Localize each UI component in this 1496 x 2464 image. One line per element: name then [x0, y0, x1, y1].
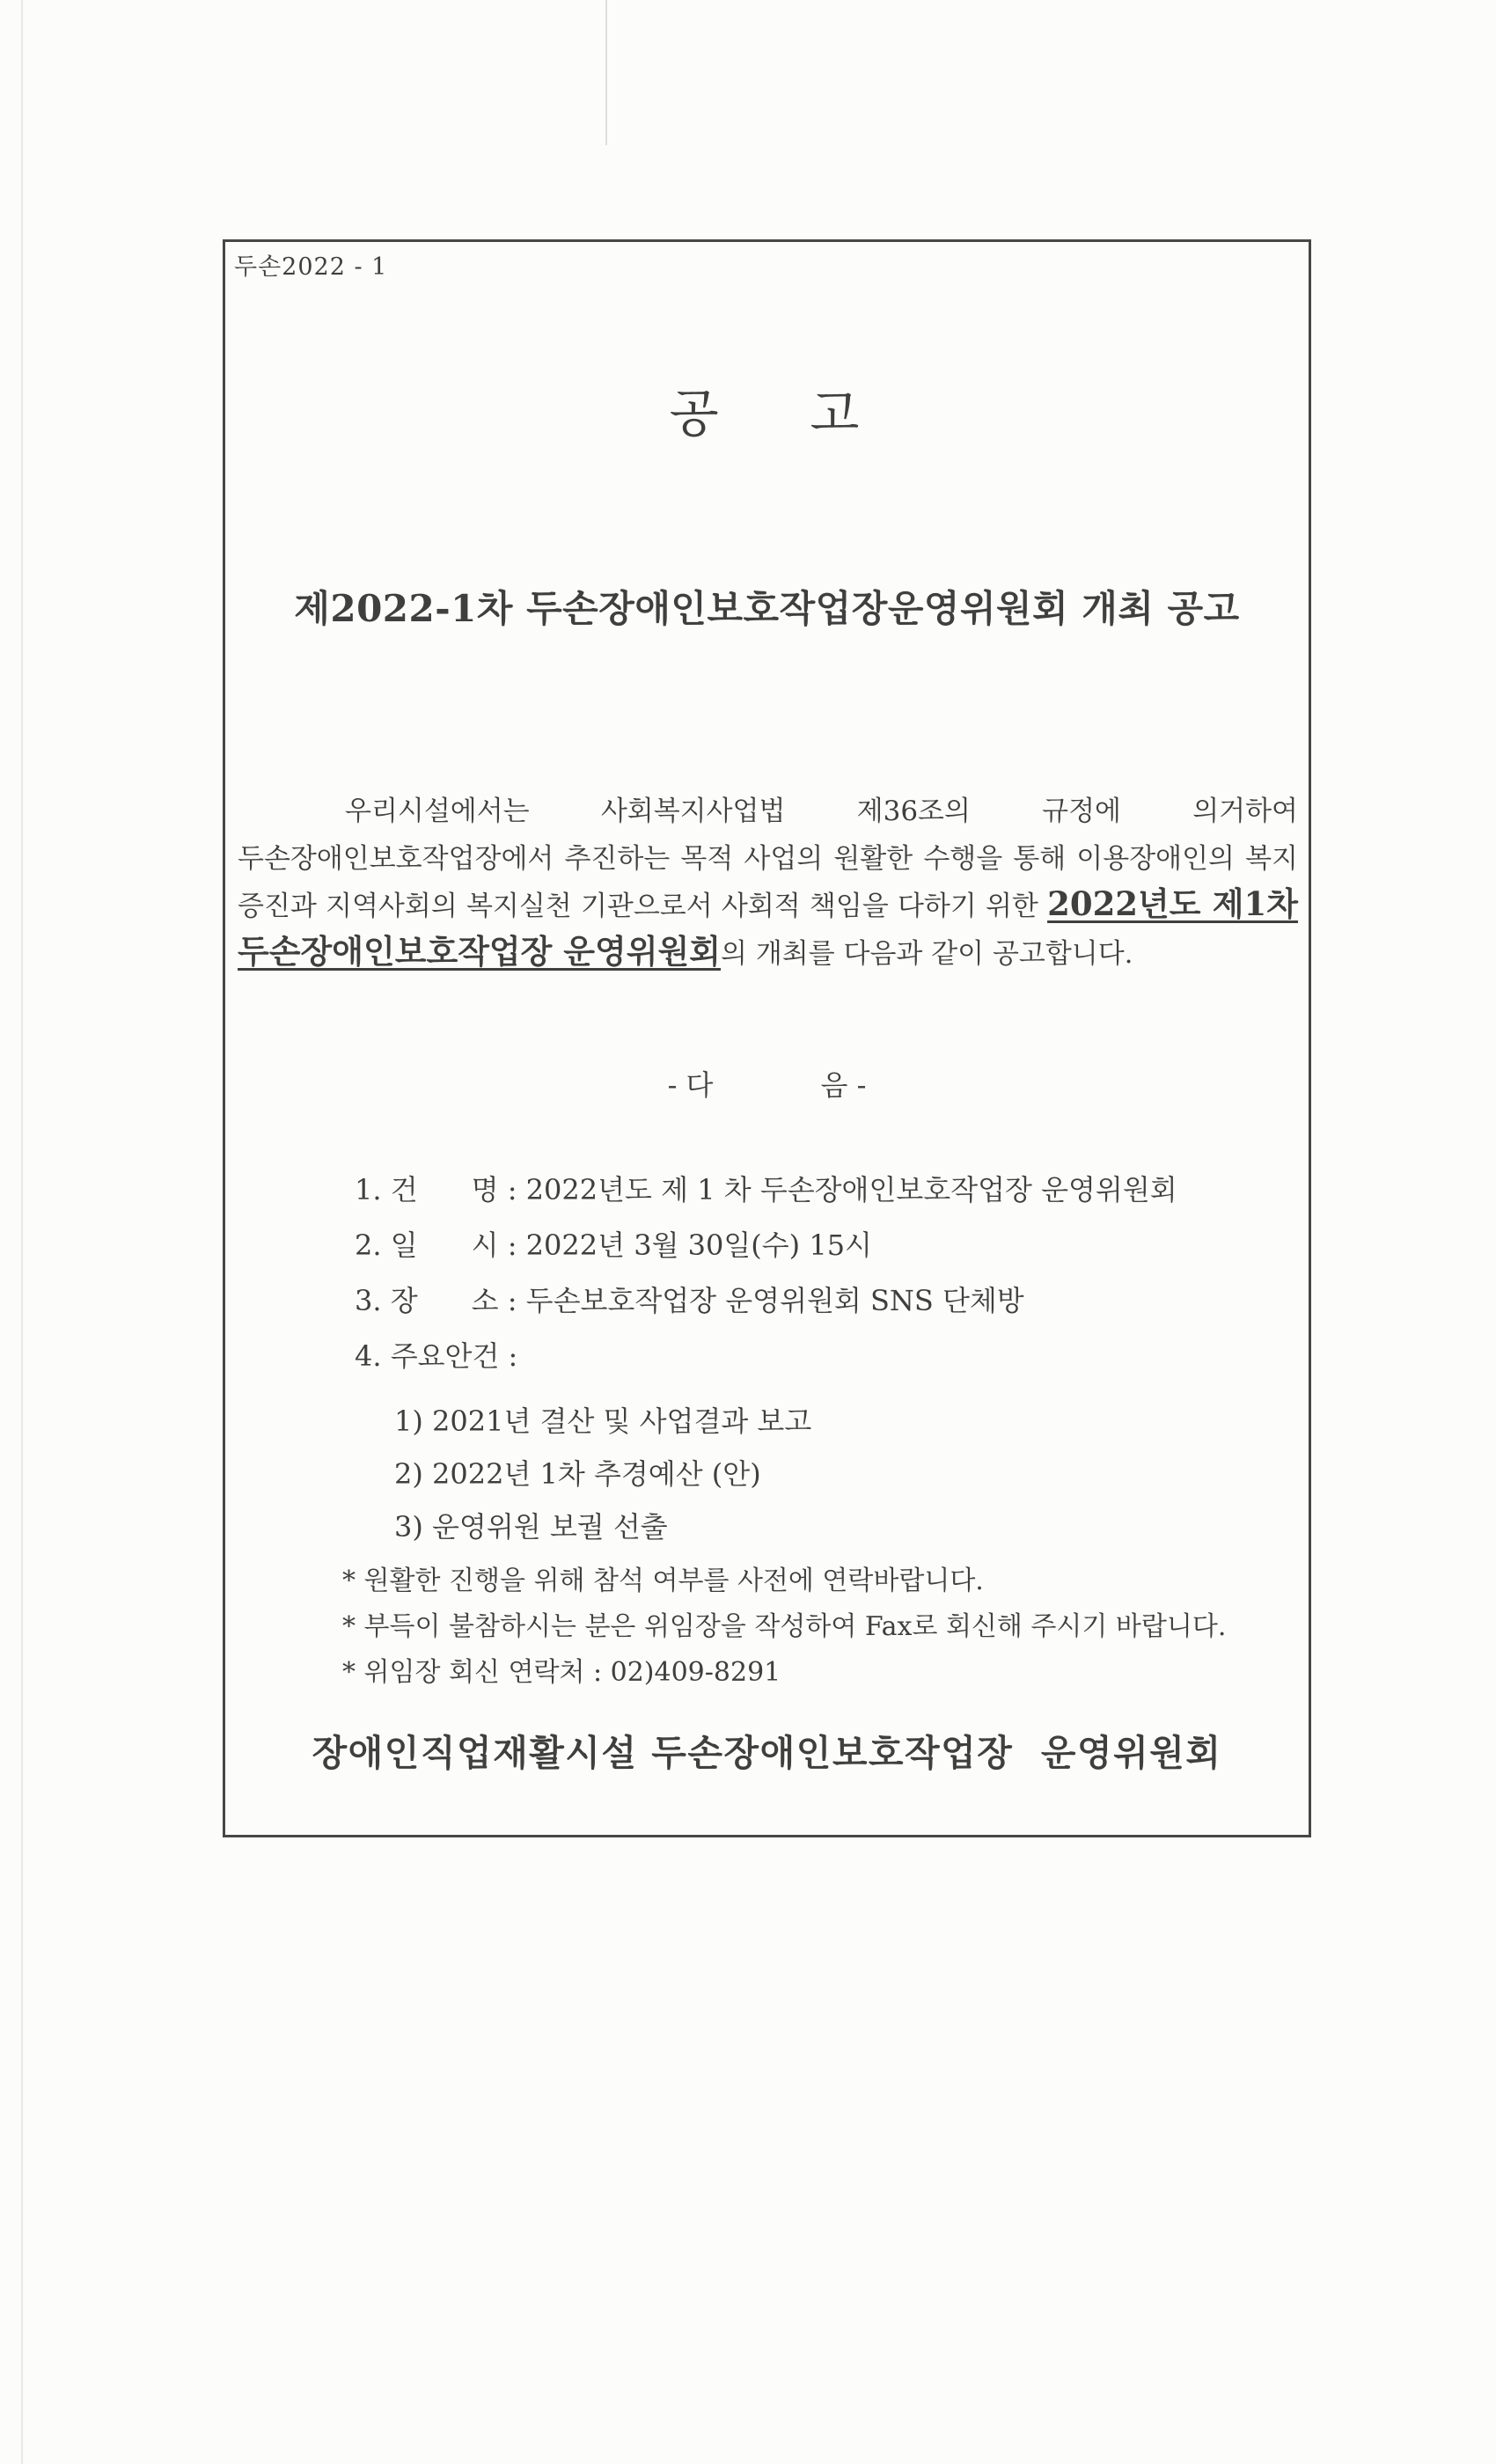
agenda-item-place: 3. 장 소 : 두손보호작업장 운영위원회 SNS 단체방 — [355, 1284, 1024, 1317]
note-line: * 위임장 회신 연락처 : 02)409-8291 — [342, 1657, 781, 1688]
agenda-item-topics: 4. 주요안건 : — [355, 1339, 518, 1373]
intro-text-after: 의 개최를 다음과 같이 공고합니다. — [721, 938, 1133, 970]
notice-subtitle: 제2022-1차 두손장애인보호작업장운영위원회 개최 공고 — [294, 587, 1240, 630]
agenda-sublist — [394, 1395, 1274, 1553]
agenda-subitem: 3) 운영위원 보궐 선출 — [394, 1510, 668, 1544]
document-ref-number: 두손2022 - 1 — [234, 253, 388, 281]
agenda-subitem: 2) 2022년 1차 추경예산 (안) — [394, 1457, 761, 1491]
agenda-item-title: 1. 건 명 : 2022년도 제 1 차 두손장애인보호작업장 운영위원회 — [355, 1173, 1177, 1206]
intro-emphasis-underlined: 2022년도 제1차 두손장애인보호작업장 운영위원회 — [238, 884, 1298, 971]
notice-title: 공 고 — [669, 384, 865, 444]
scan-artifact-line — [21, 0, 23, 2464]
signature-line: 장애인직업재활시설 두손장애인보호작업장 운영위원회 — [312, 1732, 1222, 1774]
agenda-item-datetime: 2. 일 시 : 2022년 3월 30일(수) 15시 — [355, 1228, 872, 1262]
scan-artifact-line — [605, 0, 607, 145]
daum-divider-label: - 다 음 - — [667, 1068, 867, 1102]
notes-list — [342, 1558, 1302, 1696]
intro-paragraph — [238, 788, 1298, 978]
agenda-list — [355, 1162, 1287, 1384]
note-line: * 부득이 불참하시는 분은 위임장을 작성하여 Fax로 회신해 주시기 바랍니다. — [342, 1611, 1227, 1642]
notice-border-box — [223, 239, 1311, 1837]
note-line: * 원활한 진행을 위해 참석 여부를 사전에 연락바랍니다. — [342, 1566, 984, 1596]
agenda-subitem: 1) 2021년 결산 및 사업결과 보고 — [394, 1404, 812, 1438]
intro-text-before: 우리시설에서는 사회복지사업법 제36조의 규정에 의거하여 두손장애인보호작업장에서 추진하는 목적 사업의 원활한 수행을 통해 이용장애인의 복지 증진과 지역사회의 복지실천 기관으로서 사회적 책임을 다하기 위한 — [238, 796, 1298, 922]
